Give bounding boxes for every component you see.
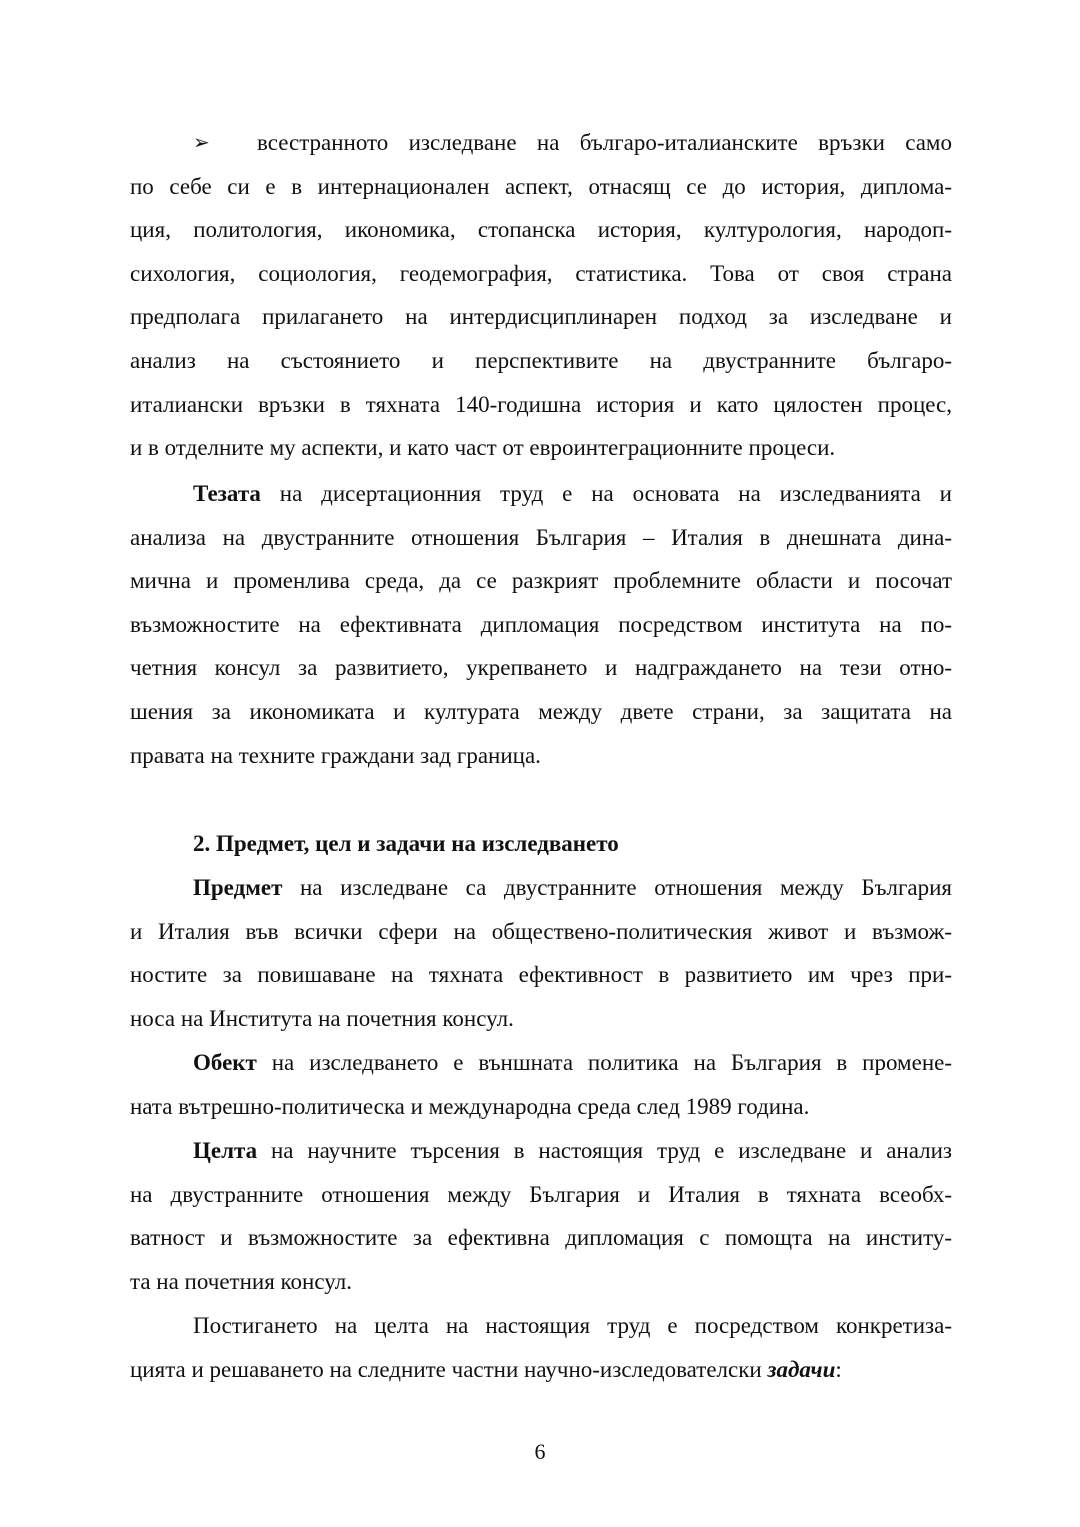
text-line: ната вътрешно-политическа и международна среда след 1989 година. [130,1093,810,1119]
text-line: и в отделните му аспекти, и като част от евроинтеграционните процеси. [130,435,836,461]
text-line: италиански връзки в тяхната 140-годишна история и като цялостен процес, [130,391,952,417]
text-line: и Италия във всички сфери на обществено-политическия живот и възмож- [130,918,952,944]
thesis-first-line [130,472,952,516]
text-line: шения за икономиката и културата между двете страни, за защитата на [130,698,952,724]
text-line: носа на Института на почетния консул. [130,1005,514,1031]
text-line: анализа на двустранните отношения България – Италия в днешната дина- [130,524,952,550]
text-line: по себе си е в интернационален аспект, отнасящ се до история, диплома- [130,173,952,199]
text-line: на двустранните отношения между България и Италия в тяхната всеобх- [130,1181,952,1207]
section-heading: 2. Предмет, цел и задачи на изследването [193,831,619,856]
object-first-line [130,1041,952,1085]
text-line: сихология, социология, геодемография, статистика. Това от своя страна [130,260,952,286]
text-line: ватност и възможностите за ефективна дипломация с помощта на институ- [130,1225,952,1251]
text-line: мична и променлива среда, да се разкрият проблемните области и посочат [130,568,952,594]
text-line: всестранното изследване на българо-италианските връзки само [257,130,952,155]
text-run: : [835,1356,842,1382]
object-term: Обект [193,1050,257,1075]
thesis-paragraph [130,472,952,777]
thesis-term: Тезата [193,481,261,506]
subject-first-line [130,866,952,910]
goal-paragraph [130,1129,952,1303]
subject-term: Предмет [193,875,283,900]
text-line: анализ на състоянието и перспективите на двустранните българо- [130,347,952,373]
text-line: Постигането на целта на настоящия труд е посредством конкретиза- [193,1313,952,1338]
text-run: цията и решаването на следните частни научно-изследователски [130,1356,768,1382]
text-run: на изследване са двустранните отношения между България [282,875,952,900]
text-run: на изследването е външната политика на България в промене- [256,1050,952,1075]
goal-first-line [130,1129,952,1173]
text-line: правата на техните граждани зад граница. [130,742,541,768]
text-run: на научните търсения в настоящия труд е изследване и анализ [257,1138,952,1163]
text-line: четния консул за развитието, укрепването и надграждането на тези отно- [130,655,952,681]
bullet-first-line [130,121,952,165]
text-line: ностите за повишаване на тяхната ефективност в развитието им чрез при- [130,962,952,988]
tasks-paragraph [130,1304,952,1391]
subject-paragraph [130,866,952,1040]
object-paragraph [130,1041,952,1128]
section-heading-block [130,822,952,866]
text-line: възможностите на ефективната дипломация посредством института на по- [130,611,952,637]
page-number: 6 [534,1439,546,1464]
arrowhead-bullet-icon: ➢ [193,130,210,154]
goal-term: Целта [193,1138,258,1163]
bullet-paragraph [130,121,952,470]
tasks-last-line [130,1348,952,1392]
text-run: на дисертационния труд е на основата на изследванията и [260,481,952,506]
tasks-term: задачи [767,1356,836,1382]
text-line: та на почетния консул. [130,1268,352,1294]
text-line: ция, политология, икономика, стопанска история, културология, народоп- [130,217,952,243]
text-line: предполага прилагането на интердисциплинарен подход за изследване и [130,304,952,330]
